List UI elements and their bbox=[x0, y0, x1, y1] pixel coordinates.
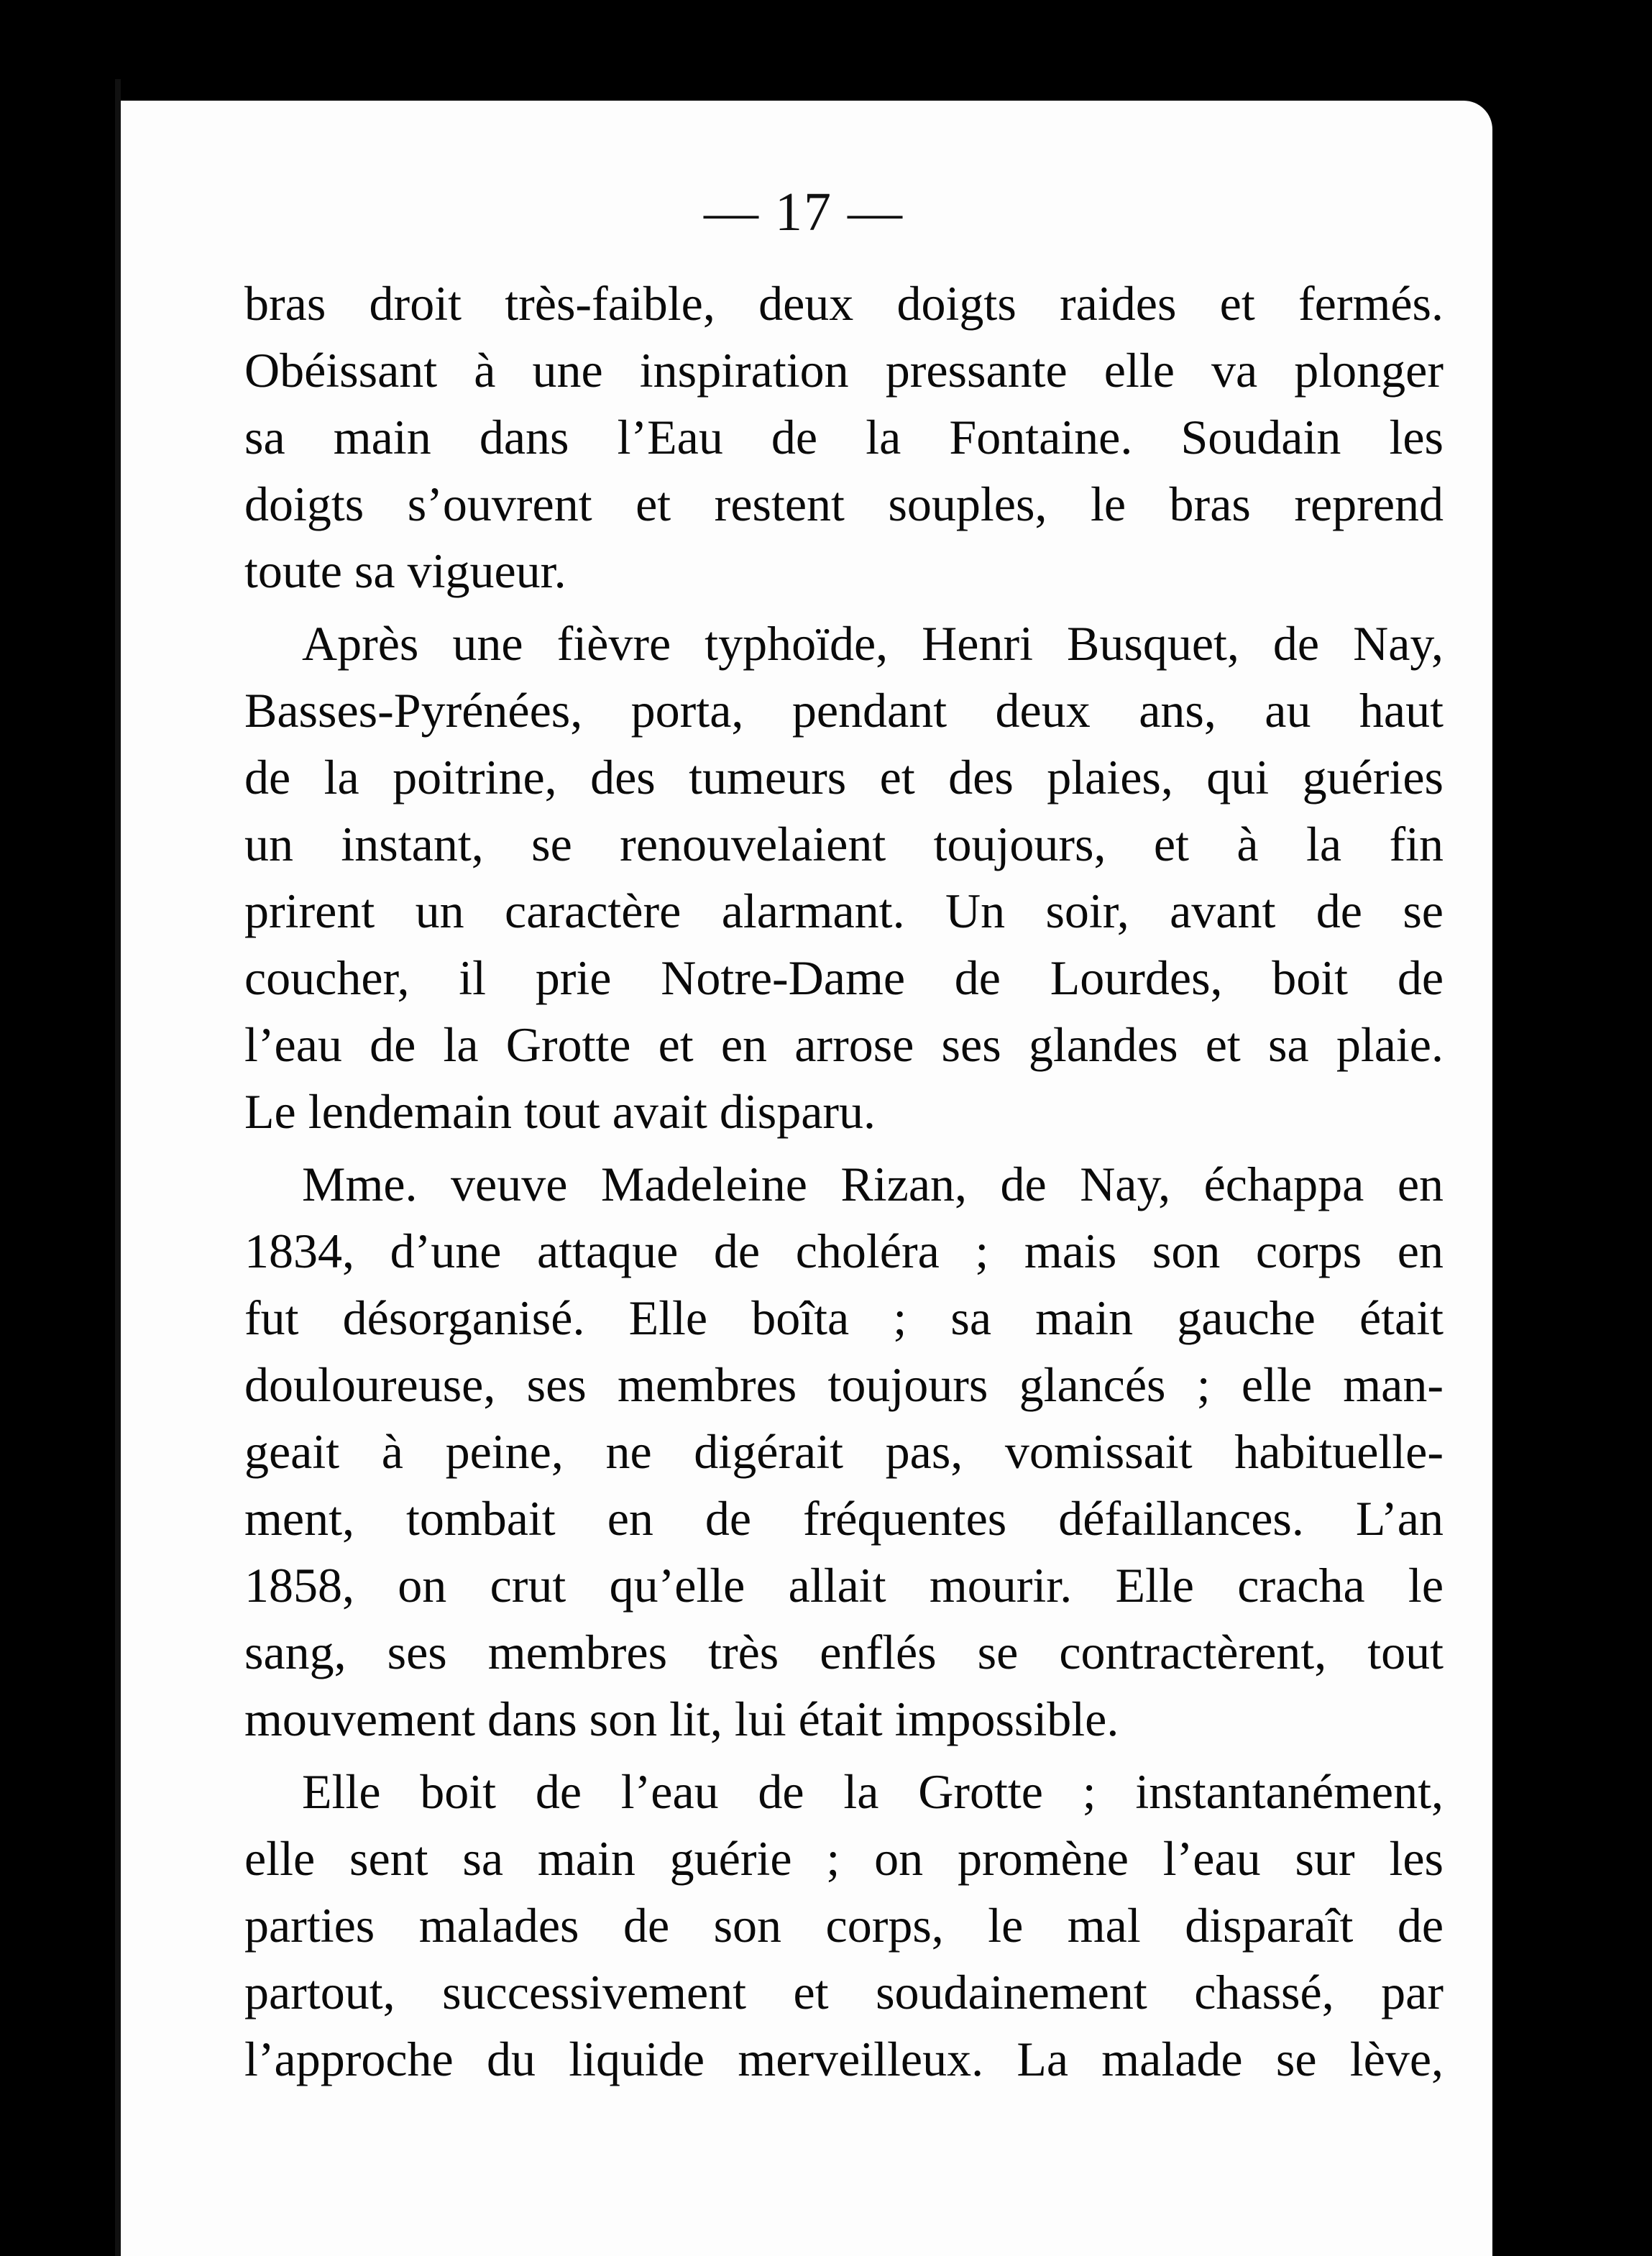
text-line: 1858, on crut qu’elle allait mourir. Elle cracha le bbox=[244, 1558, 1444, 1613]
text-line: sang, ses membres très enflés se contractèrent, tout bbox=[244, 1625, 1444, 1679]
text-line: un instant, se renouvelaient toujours, et à la fin bbox=[244, 817, 1444, 871]
paragraph-gap bbox=[244, 605, 1444, 610]
text-line: mouvement dans son lit, lui était impossible. bbox=[244, 1692, 1119, 1746]
text-line: sa main dans l’Eau de la Fontaine. Soudain les bbox=[244, 410, 1444, 464]
text-line: toute sa vigueur. bbox=[244, 544, 566, 598]
text-line: bras droit très-faible, deux doigts raides et fermés. bbox=[244, 276, 1444, 331]
text-line: fut désorganisé. Elle boîta ; sa main gauche était bbox=[244, 1290, 1444, 1345]
text-line: Elle boit de l’eau de la Grotte ; instantanément, bbox=[302, 1764, 1444, 1819]
text-line: ment, tombait en de fréquentes défaillances. L’an bbox=[244, 1491, 1444, 1546]
text-line: prirent un caractère alarmant. Un soir, avant de se bbox=[244, 884, 1444, 938]
page-number: — 17 — bbox=[704, 182, 904, 242]
text-line: Mme. veuve Madeleine Rizan, de Nay, échappa en bbox=[302, 1157, 1444, 1211]
text-line: de la poitrine, des tumeurs et des plaies, qui guéries bbox=[244, 750, 1444, 804]
text-line: l’eau de la Grotte et en arrose ses glandes et sa plaie. bbox=[244, 1017, 1444, 1072]
paragraph-gap bbox=[244, 1753, 1444, 1759]
page-body-text bbox=[244, 270, 1444, 2093]
text-line: elle sent sa main guérie ; on promène l’eau sur les bbox=[244, 1831, 1444, 1886]
text-line: 1834, d’une attaque de choléra ; mais son corps en bbox=[244, 1224, 1444, 1278]
text-line: partout, successivement et soudainement chassé, par bbox=[244, 1965, 1444, 2019]
text-line: parties malades de son corps, le mal disparaît de bbox=[244, 1898, 1444, 1953]
text-line: Basses-Pyrénées, porta, pendant deux ans, au haut bbox=[244, 683, 1444, 738]
text-line: douloureuse, ses membres toujours glancés ; elle man- bbox=[244, 1357, 1444, 1412]
text-line: Après une fièvre typhoïde, Henri Busquet, de Nay, bbox=[302, 616, 1444, 671]
text-line: doigts s’ouvrent et restent souples, le bras reprend bbox=[244, 477, 1444, 531]
text-line: l’approche du liquide merveilleux. La malade se lève, bbox=[244, 2032, 1444, 2086]
book-page bbox=[121, 101, 1492, 2256]
paragraph-gap bbox=[244, 1145, 1444, 1151]
book-spine-edge bbox=[115, 79, 121, 2256]
text-line: Le lendemain tout avait disparu. bbox=[244, 1084, 876, 1139]
text-line: coucher, il prie Notre-Dame de Lourdes, boit de bbox=[244, 950, 1444, 1005]
text-line: Obéissant à une inspiration pressante elle va plonger bbox=[244, 343, 1444, 398]
text-line: geait à peine, ne digérait pas, vomissait habituelle- bbox=[244, 1424, 1444, 1479]
